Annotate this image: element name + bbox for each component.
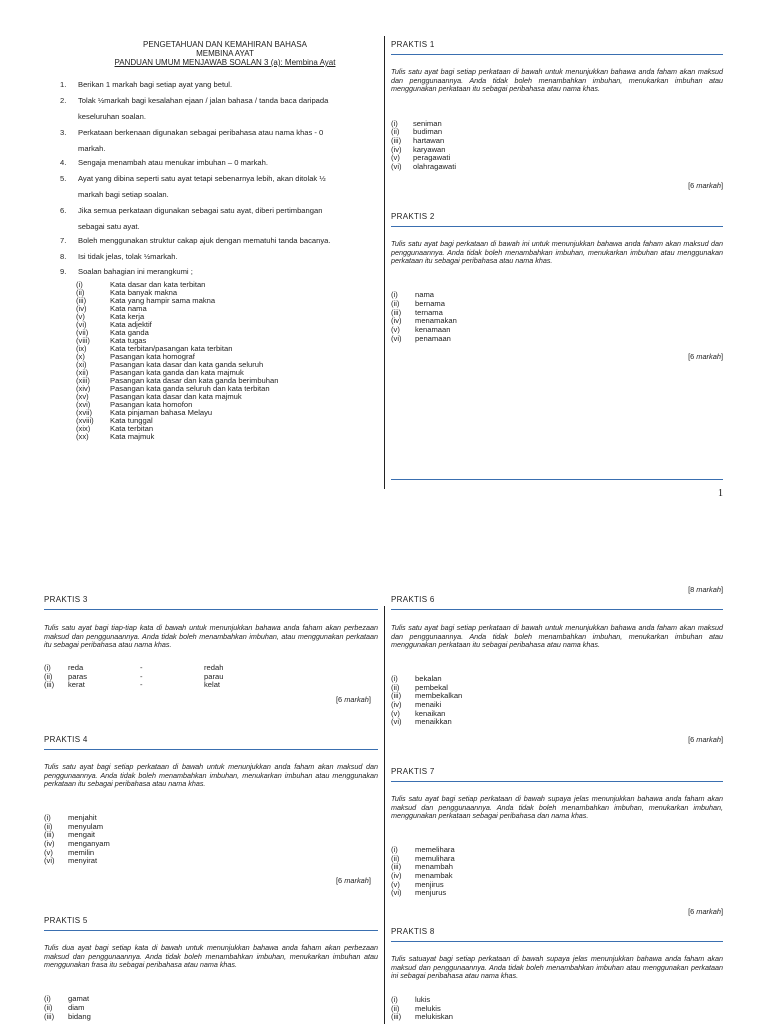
praktis-4-rule <box>44 749 378 750</box>
praktis-8-items: (i) lukis (ii) melukis (iii) melukiskan <box>391 995 453 1021</box>
praktis-4-title: PRAKTIS 4 <box>44 735 88 744</box>
praktis-7-rule <box>391 781 723 782</box>
praktis-1-rule <box>391 54 723 55</box>
praktis-5-items: (i) gamat (ii) diam (iii) bidang <box>44 994 91 1021</box>
column-divider <box>384 36 385 489</box>
praktis-7-marks: [6 markah] <box>688 907 723 916</box>
praktis-4-marks: [6 markah] <box>336 876 371 885</box>
header-line-3: PANDUAN UMUM MENJAWAB SOALAN 3 (a): Membina Ayat <box>114 58 336 67</box>
praktis-3-rule <box>44 609 378 610</box>
praktis-6-marks: [6 markah] <box>688 735 723 744</box>
praktis-8-rule <box>391 941 723 942</box>
praktis-2-rule <box>391 226 723 227</box>
page-gap <box>0 540 768 570</box>
page-2 <box>0 570 768 1024</box>
topics-list: (i) Kata dasar dan kata terbitan (ii) Kata banyak makna (iii) Kata yang hampir sama makna (iv) Kata nama (v) Kata kerja (vi) Kata adjektif (vii) Kata ganda (viii) Kata tugas (ix) Kata terbitan/pasangan kata terbitan (x) Pasangan kata homograf (xi) Pasangan kata dasar dan kata ganda seluruh (xii) Pasangan kata ganda dan kata majmuk (xiii) Pasangan kata dasar dan kata ganda berimbuhan (xiv) Pasangan kata ganda seluruh dan kata terbitan (xv) Pasangan kata dasar dan kata majmuk (xvi) Pasangan kata homofon (xvii) Kata pinjaman bahasa Melayu (xviii) Kata tunggal (xix) Kata terbitan (xx) Kata majmuk <box>76 280 279 441</box>
praktis-7-instruction: Tulis satu ayat bagi setiap perkataan di bawah supaya jelas menunjukkan bahawa anda faham akan maksud dan penggunaannya. Anda tidak boleh menambahkan imbuhan, menukarkan imbuhan, menggunakan perkataan sebagai peribahasa dan nama khas. <box>391 794 723 820</box>
praktis-5-title: PRAKTIS 5 <box>44 916 88 925</box>
praktis-5-instruction: Tulis dua ayat bagi setiap kata di bawah untuk menunjukkan bahawa anda faham akan perbezaan maksud dan penggunaannya. Anda tidak boleh menambahkan imbuhan, menukarkan imbuhan atau menggunakan frasa itu sebagai peribahasa atau nama khas. <box>44 943 378 969</box>
praktis-2-title: PRAKTIS 2 <box>391 212 435 221</box>
praktis-7-items: (i) memelihara (ii) memulihara (iii) menambah (iv) menambak (v) menjirus (vi) menjurus <box>391 845 455 897</box>
praktis-2-marks: [6 markah] <box>688 352 723 361</box>
praktis-8-title: PRAKTIS 8 <box>391 927 435 936</box>
praktis-7-title: PRAKTIS 7 <box>391 767 435 776</box>
praktis-3-title: PRAKTIS 3 <box>44 595 88 604</box>
praktis-1-instruction: Tulis satu ayat bagi setiap perkataan di bawah untuk menunjukkan bahawa anda faham akan maksud dan penggunaannya. Anda tidak boleh menambahkan imbuhan, menukarkan imbuhan atau menggunakan perkataan itu sebagai peribahasa atau nama khas. <box>391 67 723 93</box>
praktis-3-items: (i) reda - redah (ii) paras - parau (iii) kerat - kelat <box>44 663 224 689</box>
praktis-8-instruction: Tulis satuayat bagi setiap perkataan di bawah supaya jelas menunjukkan bahawa anda faham akan maksud dan penggunaannya. Anda tidak boleh menambahkan imbuhan atau menggunakan perkataan ini sebagai peribahasa atau nama khas. <box>391 954 723 980</box>
praktis-4-instruction: Tulis satu ayat bagi setiap perkataan di bawah untuk menunjukkan anda faham akan maksud dan penggunaannya. Anda tidak boleh menambahkan imbuhan, menukarkan imbuhan atau menggunakan perkataan itu sebagai peribahasa atau nama khas. <box>44 762 378 788</box>
praktis-2-items: (i) nama (ii) bernama (iii) ternama (iv) menamakan (v) kenamaan (vi) penamaan <box>391 290 457 343</box>
praktis-6-title: PRAKTIS 6 <box>391 595 435 604</box>
praktis-1-items: (i) seniman (ii) budiman (iii) hartawan (iv) karyawan (v) peragawati (vi) olahragawati <box>391 119 457 171</box>
column-divider <box>384 606 385 1024</box>
praktis-6-instruction: Tulis satu ayat bagi setiap perkataan di bawah untuk menunjukkan bahawa anda faham akan maksud dan penggunaannya. Anda tidak boleh menambahkan imbuhan, menukarkan imbuhan atau menggunakan perkataan itu sebagai peribahasa atau nama khas. <box>391 623 723 649</box>
header-line-1: PENGETAHUAN DAN KEMAHIRAN BAHASA <box>143 40 307 49</box>
guide-header <box>60 40 390 67</box>
page-number: 1 <box>718 488 723 499</box>
header-line-2: MEMBINA AYAT <box>196 49 254 58</box>
praktis-3-marks: [6 markah] <box>336 695 371 704</box>
praktis-3-instruction: Tulis satu ayat bagi tiap-tiap kata di bawah untuk menunjukkan bahawa anda faham akan perbezaan maksud dan penggunaannya. Anda tidak boleh menambahkan imbuhan, atau menggunakan perkataan itu sebagai peribahasa atau nama khas. <box>44 623 378 649</box>
praktis-2-instruction: Tulis satu ayat bagi perkataan di bawah ini untuk menunjukkan bahawa anda faham akan maksud dan penggunaannya. Anda tidak boleh menambahkan imbuhan, menukarkan imbuhan atau menggunakan perkataan itu sebagai peribahasa atau nama khas. <box>391 239 723 265</box>
praktis-6-items: (i) bekalan (ii) pembekal (iii) membekalkan (iv) menaiki (v) kenaikan (vi) menaikkan <box>391 674 463 726</box>
praktis-4-items: (i) menjahit (ii) menyulam (iii) mengait (iv) menganyam (v) memilin (vi) menyirat <box>44 813 110 865</box>
page-1-bottom-rule <box>391 479 723 480</box>
praktis-6-rule <box>391 609 723 610</box>
praktis-1-marks: [6 markah] <box>688 181 723 190</box>
praktis-5-rule <box>44 930 378 931</box>
praktis-6-marks-above: [8 markah] <box>688 585 723 594</box>
praktis-1-title: PRAKTIS 1 <box>391 40 435 49</box>
page-1: PENGETAHUAN DAN KEMAHIRAN BAHASA MEMBINA AYAT PANDUAN UMUM MENJAWAB SOALAN 3 (a): Membina Ayat 1. Berikan 1 markah bagi setiap ayat yang betul. 2. Tolak ½markah bagi kesalahan ejaan / jalan bahasa / tanda baca daripada keseluruhan soalan. 3. Perkataan berkenaan digunakan sebagai peribahasa atau nama khas - 0 markah. 4. Sengaja menambah atau menukar imbuhan – 0 markah. 5. Ayat yang dibina seperti satu ayat tetapi sebenarnya lebih, akan ditolak ½ markah bagi setiap soalan. 6. Jika semua perkataan digunakan sebagai satu ayat, diberi pertimbangan sebagai satu ayat. 7. Boleh menggunakan struktur cakap ajuk dengan mematuhi tanda bacanya. 8. Isi tidak jelas, tolak ½markah. 9. Soalan bahagian ini merangkumi ; (i) Kata dasar dan kata terbitan (ii) Kata banyak makna (iii) Kata yang hampir sama makna (iv) Kata nama (v) Kata kerja (vi) Kata adjektif (vii) Kata ganda (viii) Kata tugas (ix) Kata terbitan/pasangan kata terbitan (x) Pasangan kata homograf (xi) Pasangan kata dasar dan kata ganda seluruh (xii) Pasangan kata ganda dan kata majmuk (xiii) Pasangan kata dasar dan kata ganda berimbuhan (xiv) Pasangan kata ganda seluruh dan kata terbitan (xv) Pasangan kata dasar dan kata majmuk (xvi) Pasangan kata homofon (xvii) Kata pinjaman bahasa Melayu (xviii) Kata tunggal (xix) Kata terbitan (xx) Kata majmuk PRAKTIS 1 Tulis satu ayat bagi setiap perkataan di bawah untuk menunjukkan bahawa anda faham akan maksud dan penggunaannya. Anda tidak boleh menambahkan imbuhan, menukarkan imbuhan atau menggunakan perkataan itu sebagai peribahasa atau nama khas. (i) seniman (ii) budiman (iii) hartawan (iv) karyawan (v) peragawati (vi) olahragawati [6 markah] PRAKTIS 2 Tulis satu ayat bagi perkataan di bawah ini untuk menunjukkan bahawa anda faham akan maksud dan penggunaannya. Anda tidak boleh menambahkan imbuhan, menukarkan imbuhan atau menggunakan perkataan itu sebagai peribahasa atau nama khas. (i) nama (ii) bernama (iii) ternama (iv) menamakan (v) kenamaan (vi) penamaan [6 markah] 1 <box>0 0 768 540</box>
